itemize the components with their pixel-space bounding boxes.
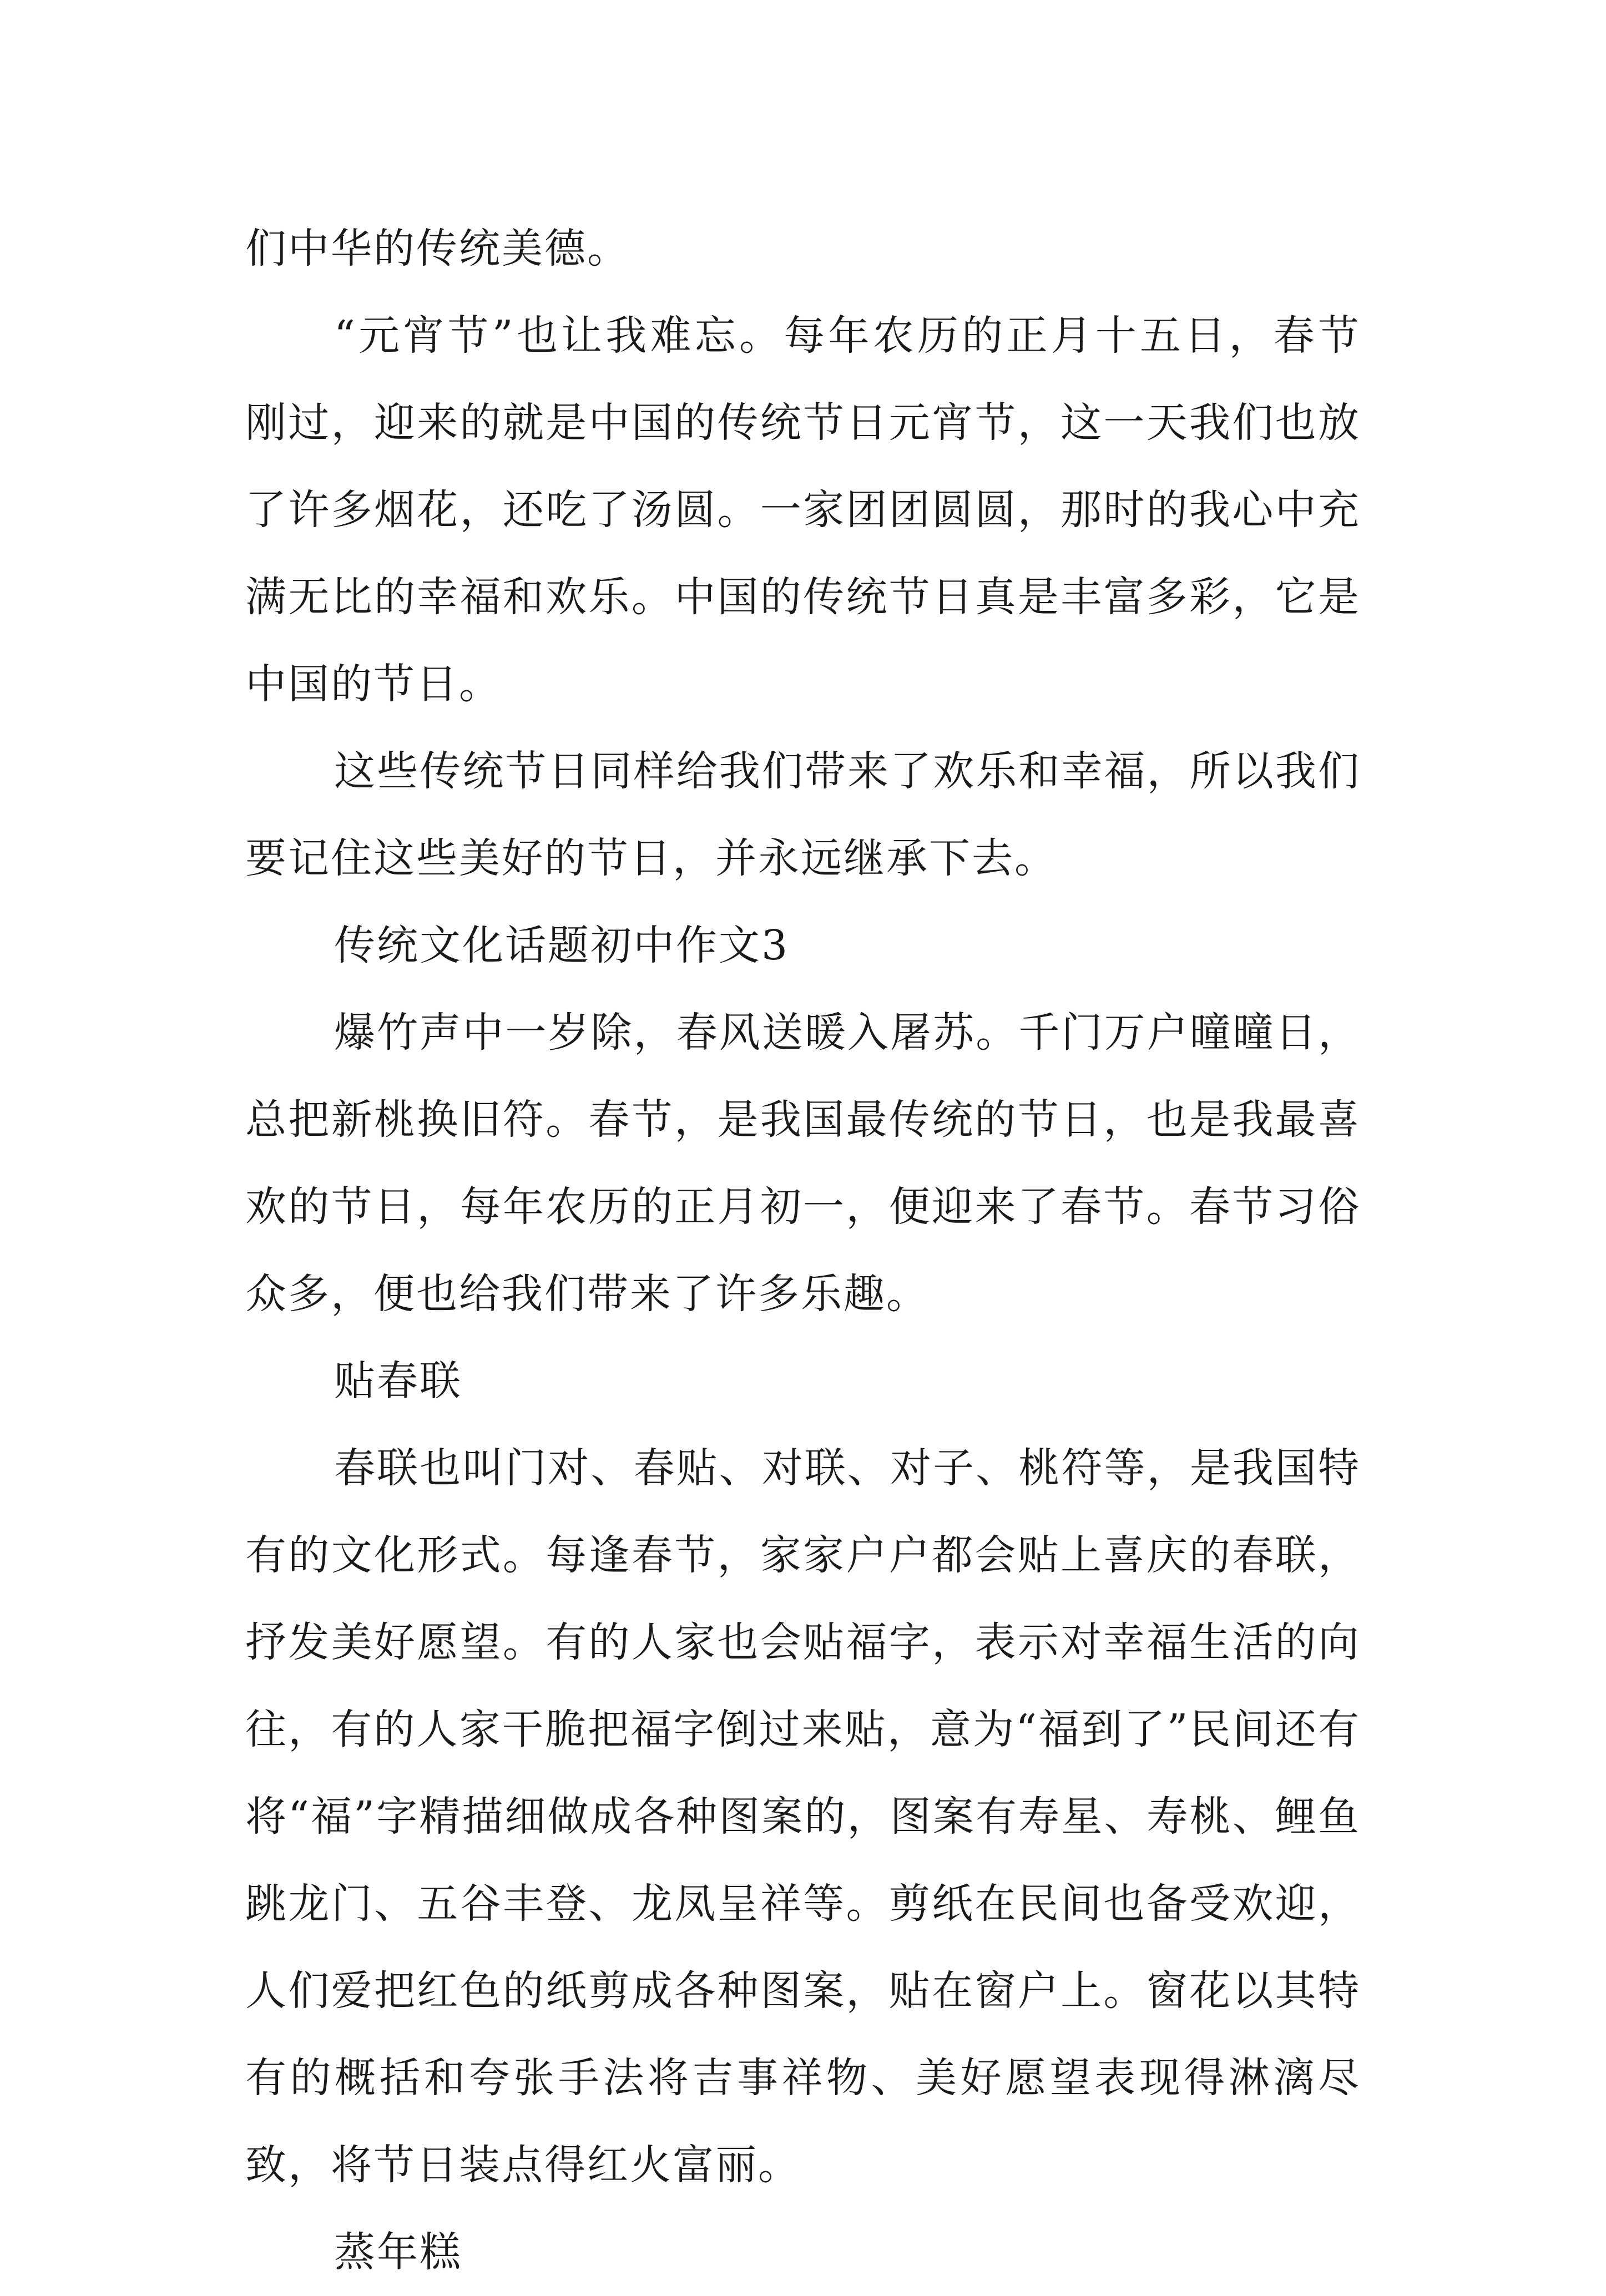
paragraph-lantern-festival: “元宵节”也让我难忘。每年农历的正月十五日，春节刚过，迎来的就是中国的传统节日元宵节，这一天我们也放了许多烟花，还吃了汤圆。一家团团圆圆，那时的我心中充满无比的幸福和欢乐。中国的传统节日真是丰富多彩，它是中国的节日。 (245, 312, 1361, 708)
section-heading-rice-cake: 蒸年糕 (334, 2228, 462, 2276)
paragraph-conclusion: 这些传统节日同样给我们带来了欢乐和幸福，所以我们要记住这些美好的节日，并永远继承下去。 (245, 747, 1361, 882)
section-heading-couplets: 贴春联 (334, 1357, 462, 1405)
paragraph-spring-festival: 爆竹声中一岁除，春风送暖入屠苏。千门万户曈曈日，总把新桃换旧符。春节，是我国最传统的节日，也是我最喜欢的节日，每年农历的正月初一，便迎来了春节。春节习俗众多，便也给我们带来了许多乐趣。 (245, 1009, 1361, 1318)
paragraph-continuation: 们中华的传统美德。 (245, 225, 630, 272)
document-body (245, 205, 1361, 2296)
paragraph-couplets: 春联也叫门对、春贴、对联、对子、桃符等，是我国特有的文化形式。每逢春节，家家户户都会贴上喜庆的春联，抒发美好愿望。有的人家也会贴福字，表示对幸福生活的向往，有的人家干脆把福字倒过来贴，意为“福到了”民间还有将“福”字精描细做成各种图案的，图案有寿星、寿桃、鲤鱼跳龙门、五谷丰登、龙凤呈祥等。剪纸在民间也备受欢迎，人们爱把红色的纸剪成各种图案，贴在窗户上。窗花以其特有的概括和夸张手法将吉事祥物、美好愿望表现得淋漓尽致，将节日装点得红火富丽。 (245, 1444, 1361, 2189)
essay-title: 传统文化话题初中作文3 (334, 922, 790, 969)
